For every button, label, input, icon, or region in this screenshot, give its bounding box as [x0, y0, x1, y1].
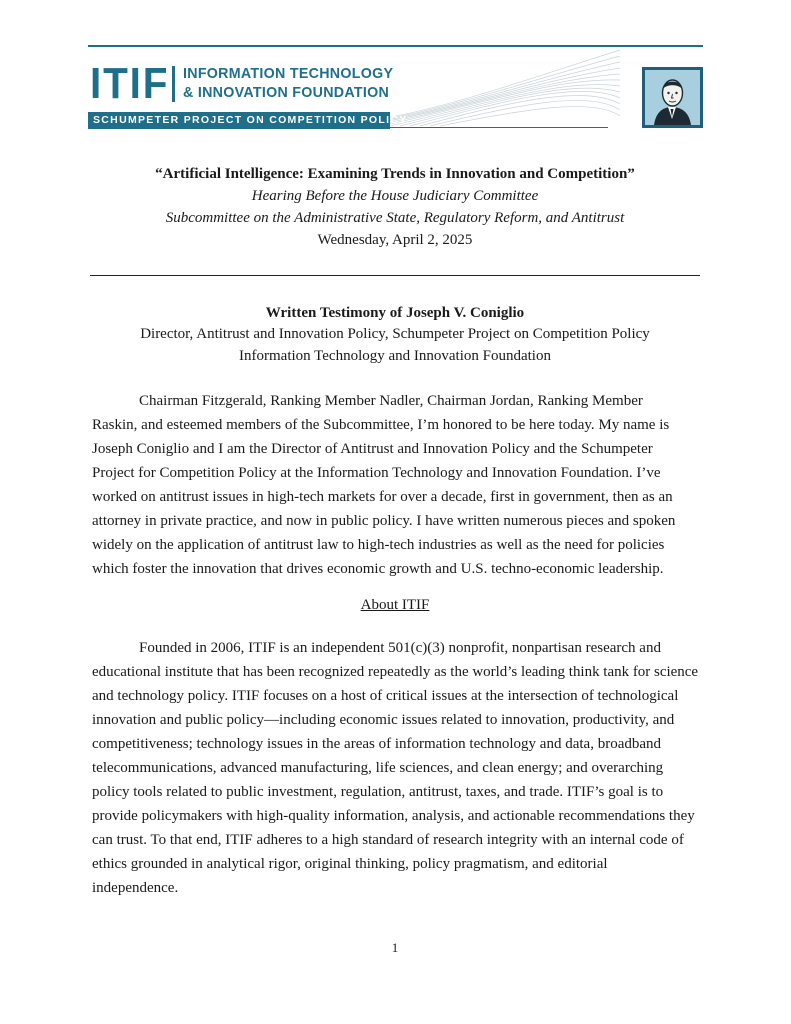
header-top-rule	[88, 45, 703, 47]
about-itif-heading: About ITIF	[360, 597, 430, 613]
schumpeter-portrait-icon	[642, 67, 703, 128]
about-line: policy tools related to public investment, regulation, antitrust, taxes, and trade. ITIF’s goal is to	[92, 784, 664, 800]
page-number: 1	[391, 940, 399, 955]
hearing-date: Wednesday, April 2, 2025	[317, 232, 473, 248]
itif-logo-name	[183, 64, 393, 102]
logo-divider	[172, 66, 175, 102]
logo-name-line2: & INNOVATION FOUNDATION	[183, 84, 390, 101]
intro-line: attorney in private practice, and now in public policy. I have written numerous pieces and spoken	[92, 513, 676, 529]
about-line: ethics grounded in analytical rigor, original thinking, policy pragmatism, and editorial	[92, 856, 608, 872]
about-line: provide policymakers with high-quality information, analysis, and actionable recommendations they	[92, 808, 695, 824]
itif-logo-acronym: ITIF	[90, 59, 170, 108]
hearing-committee: Hearing Before the House Judiciary Committee	[251, 188, 539, 204]
intro-line: worked on antitrust issues in high-tech markets for over a decade, first in government, then as an	[92, 489, 673, 505]
about-line: and technology policy. ITIF focuses on a host of critical issues at the intersection of technological	[92, 688, 679, 704]
banner-underline	[390, 127, 608, 128]
testimony-heading: Written Testimony of Joseph V. Coniglio	[265, 305, 525, 321]
intro-line: Chairman Fitzgerald, Ranking Member Nadler, Chairman Jordan, Ranking Member	[139, 393, 643, 409]
intro-line: Joseph Coniglio and I am the Director of Antitrust and Innovation Policy and the Schumpeter	[92, 441, 653, 457]
about-line: independence.	[92, 880, 179, 896]
schumpeter-banner: SCHUMPETER PROJECT ON COMPETITION POLICY	[88, 112, 390, 129]
intro-line: which foster the innovation that drives economic growth and U.S. techno-economic leadership.	[92, 561, 664, 577]
hearing-title: “Artificial Intelligence: Examining Trends in Innovation and Competition”	[155, 166, 635, 182]
about-line: educational institute that has been recognized repeatedly as the world’s leading think tank for science	[92, 664, 699, 680]
section-divider	[90, 275, 700, 276]
about-paragraph	[92, 636, 698, 900]
about-line: competitiveness; technology issues in the areas of information technology and data, broadband	[92, 736, 662, 752]
intro-line: Raskin, and esteemed members of the Subcommittee, I’m honored to be here today. My name is	[92, 417, 670, 433]
about-line: can trust. To that end, ITIF adheres to a high standard of research integrity with an internal code of	[92, 832, 684, 848]
author-role: Director, Antitrust and Innovation Policy, Schumpeter Project on Competition Policy	[140, 326, 650, 342]
logo-name-line1: INFORMATION TECHNOLOGY	[183, 65, 394, 82]
intro-paragraph	[92, 389, 698, 581]
about-line: telecommunications, advanced manufacturing, life sciences, and clean energy; and overarching	[92, 760, 664, 776]
intro-line: widely on the application of antitrust law to high-tech industries as well as the need for policies	[92, 537, 665, 553]
author-organization: Information Technology and Innovation Foundation	[239, 348, 551, 364]
intro-line: Project for Competition Policy at the Information Technology and Innovation Foundation. I’ve	[92, 465, 661, 481]
about-line: innovation and public policy—including economic issues related to innovation, productivity, and	[92, 712, 675, 728]
hearing-subcommittee: Subcommittee on the Administrative State, Regulatory Reform, and Antitrust	[165, 210, 625, 226]
about-line: Founded in 2006, ITIF is an independent 501(c)(3) nonprofit, nonpartisan research and	[139, 640, 661, 656]
